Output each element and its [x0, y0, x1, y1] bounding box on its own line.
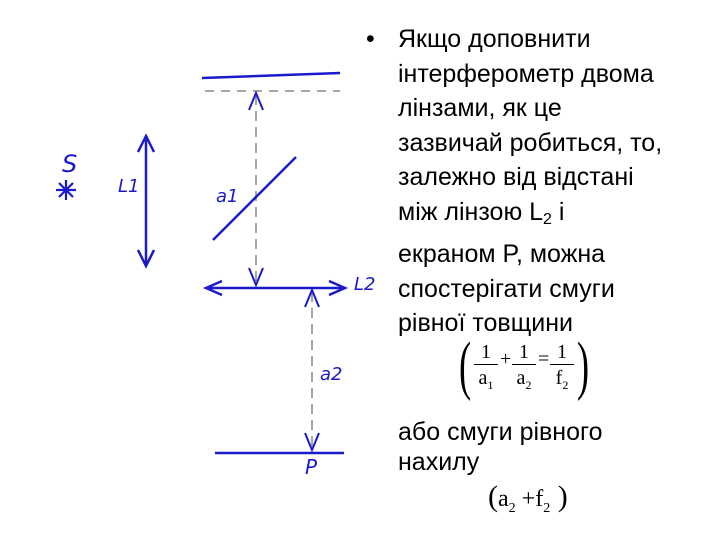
- bullet-line-6-text: між лінзою L: [398, 197, 544, 226]
- bullet-line-5: залежно від відстані: [398, 163, 634, 191]
- formula-equals: =: [538, 348, 550, 370]
- label-l1: L1: [118, 176, 140, 197]
- alt-line-2: нахилу: [398, 448, 480, 476]
- bullet-line-7: екраном P, можна: [398, 240, 606, 268]
- fraction-1-over-f2: [550, 340, 574, 398]
- bullet-line-4: зазвичай робиться, то,: [398, 128, 663, 157]
- top-mirror: [202, 73, 340, 78]
- frac2-num: 1: [512, 340, 536, 365]
- source-star-icon: [56, 180, 76, 200]
- frac2-den: $a_2$: [516, 367, 532, 392]
- bullet-line-6-tail: і: [551, 197, 565, 226]
- fraction-1-over-a2: [512, 340, 536, 398]
- alternative-text: [398, 417, 698, 477]
- bullet-line-3: лінзами, як це: [398, 94, 562, 122]
- bullet-line-6: [398, 195, 708, 238]
- formula-rparen: ): [576, 329, 590, 402]
- alt-line-1: або смуги рівного: [398, 418, 603, 446]
- label-p: P: [305, 455, 318, 479]
- distance-formula: ($a_2 +f_2$ ): [488, 480, 568, 516]
- bullet-line-6-sub: 2: [543, 210, 552, 228]
- bullet-line-1: Якщо доповнити: [398, 25, 591, 53]
- frac3-den: $f_2$: [555, 367, 569, 392]
- label-a2: a2: [320, 364, 343, 385]
- bullet-line-8: спостерігати смуги: [398, 274, 615, 303]
- bullet-line-9: рівної товщини: [398, 309, 573, 337]
- label-l2: L2: [354, 274, 376, 295]
- frac3-num: 1: [550, 340, 574, 365]
- formula-lparen: (: [458, 329, 472, 402]
- label-a1: a1: [216, 186, 239, 207]
- frac1-num: 1: [474, 340, 498, 365]
- label-s: S: [62, 150, 78, 178]
- bullet-mark: •: [366, 25, 375, 53]
- bullet-paragraph: [398, 22, 708, 341]
- frac1-den: $a_1$: [478, 367, 494, 392]
- formula-plus: +: [500, 348, 512, 370]
- bullet-line-2: інтерферометр двома: [398, 59, 654, 88]
- fraction-1-over-a1: [474, 340, 498, 398]
